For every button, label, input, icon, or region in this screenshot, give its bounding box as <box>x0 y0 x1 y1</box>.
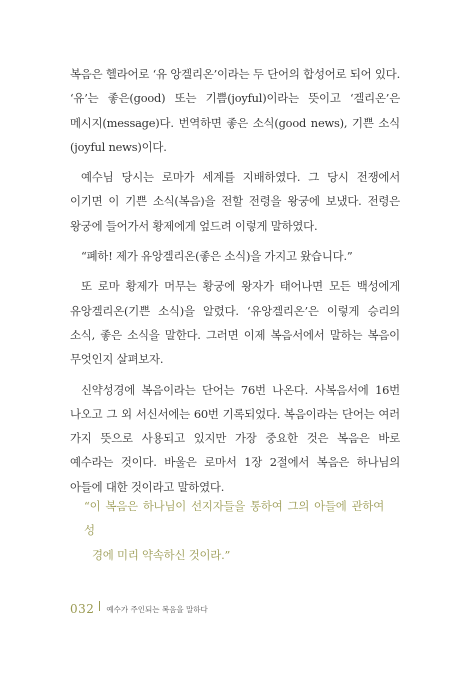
paragraph-imperial-birth: 또 로마 황제가 머무는 황궁에 왕자가 태어나면 모든 백성에게 유앙겔리온(기쁜 소식)을 알렸다. ‘유앙겔리온’은 이렇게 승리의 소식, 좋은 소식을 말한다. 그러면 이제 복음서에서 말하는 복음이 무엇인지 살펴보자. <box>70 279 400 367</box>
paragraph-new-testament-usage: 신약성경에 복음이라는 단어는 76번 나온다. 사복음서에 16번 나오고 그 외 서신서에는 60번 기록되었다. 복음이라는 단어는 여러 가지 뜻으로 사용되고 있지만 가장 중요한 것은 복음은 바로 예수라는 것이다. 바울은 로마서 1장 2절에서 복음은 하나님의 아들에 대한 것이라고 말하였다. <box>70 382 400 494</box>
page-footer <box>70 601 208 617</box>
page-number: 032 <box>70 602 95 616</box>
body-text <box>70 62 400 505</box>
scripture-quote-line-2: 경에 미리 약속하신 것이라.” <box>92 547 231 562</box>
paragraph-gospel-etymology: 복음은 헬라어로 ‘유 앙겔리온’이라는 두 단어의 합성어로 되어 있다. ‘유’는 좋은(good) 또는 기쁨(joyful)이라는 뜻이고 ‘겔리온’은 메시지(message)다. 번역하면 좋은 소식(good news), 기쁜 소식(joyful news)이다. <box>70 67 400 154</box>
footer-divider <box>99 601 100 611</box>
paragraph-messenger-speech: “폐하! 제가 유앙겔리온(좋은 소식)을 가지고 왔습니다.” <box>81 249 353 264</box>
running-title: 예수가 주인되는 복음을 말하다 <box>106 604 208 614</box>
scripture-quote <box>84 494 384 567</box>
scripture-quote-line-1: “이 복음은 하나님이 선지자들을 통하여 그의 아들에 관하여 성 <box>84 499 384 538</box>
paragraph-roman-messenger: 예수님 당시는 로마가 세계를 지배하였다. 그 당시 전쟁에서 이기면 이 기쁜 소식(복음)을 전할 전령을 왕궁에 보냈다. 전령은 왕궁에 들어가서 황제에게 엎드려 이렇게 말하였다. <box>70 170 400 233</box>
